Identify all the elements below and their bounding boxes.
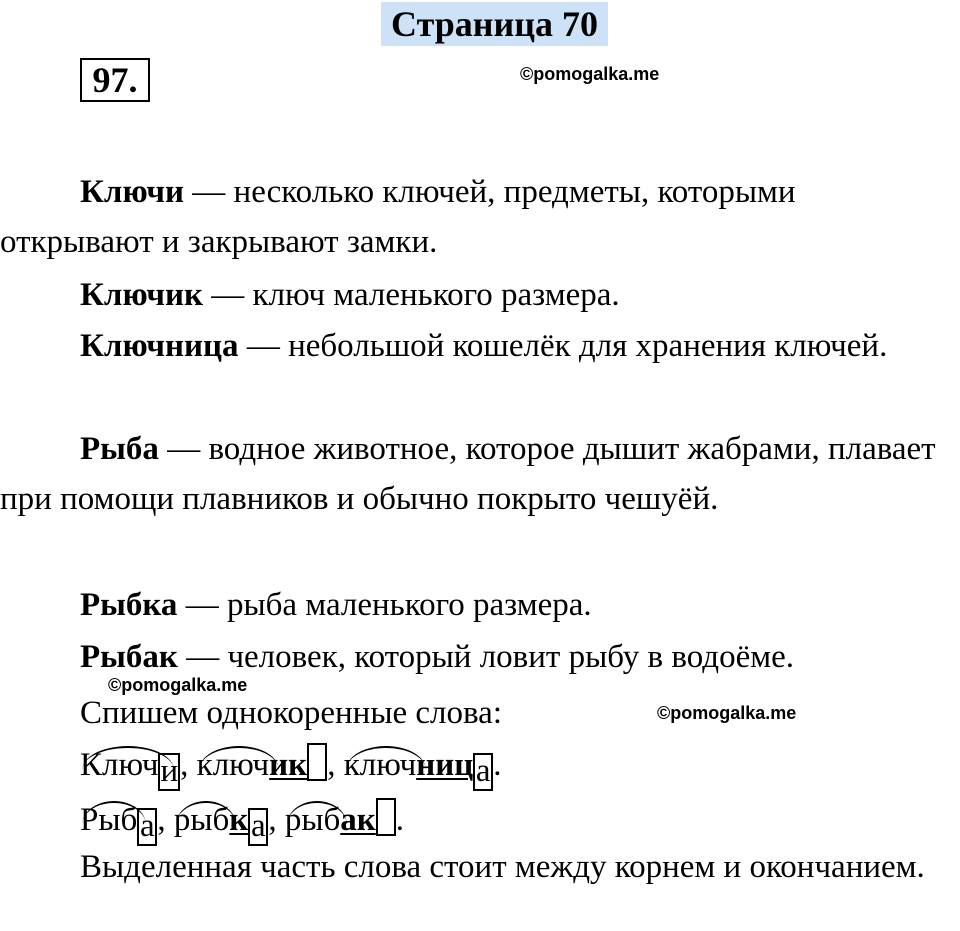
word-suffix: ниц xyxy=(416,747,474,783)
watermark-middle-right: ©pomogalka.me xyxy=(657,703,797,723)
word-suffix: ик xyxy=(269,747,308,783)
separator: , xyxy=(157,802,166,838)
word-root: рыб xyxy=(284,802,341,838)
word-ending-box xyxy=(376,798,396,836)
word-rybak xyxy=(285,795,396,845)
definition-term: Рыбак xyxy=(80,639,178,675)
definition-term: Ключи xyxy=(80,174,185,210)
separator: , xyxy=(180,747,189,783)
definition-text: — несколько ключей, предметы, которыми открывают и закрывают замки. xyxy=(0,174,796,260)
definition-text: — человек, который ловит рыбу в водоёме. xyxy=(177,639,794,675)
definition-kluchnica xyxy=(0,321,940,371)
word-ending-box: а xyxy=(248,808,268,846)
separator: , xyxy=(327,747,336,783)
definition-text: — водное животное, которое дышит жабрами, плавает при помощи плавников и обычно покрыто чешуёй. xyxy=(0,431,936,517)
word-ending-box: а xyxy=(473,753,493,791)
word-row-kluch xyxy=(80,740,501,791)
definition-text: — рыба маленького размера. xyxy=(177,587,592,623)
conclusion: Выделенная часть слова стоит между корнем и окончанием. xyxy=(80,849,925,885)
word-kluchnica xyxy=(344,740,494,791)
definition-text: — небольшой кошелёк для хранения ключей. xyxy=(238,328,888,364)
word-ending-box: и xyxy=(160,753,179,789)
instruction: Спишем однокоренные слова: xyxy=(80,695,502,731)
definition-kluchi xyxy=(0,167,940,267)
word-root: Ключ xyxy=(80,747,159,783)
word-root: ключ xyxy=(196,747,270,783)
definition-kluchik xyxy=(0,270,940,320)
word-rybka xyxy=(174,795,268,846)
word-ending-box: а xyxy=(137,808,157,846)
separator: . xyxy=(395,802,405,838)
definition-ryba xyxy=(0,424,940,524)
watermark-top: ©pomogalka.me xyxy=(520,64,660,84)
definition-term: Рыба xyxy=(80,431,159,467)
word-root: Рыб xyxy=(80,802,138,838)
definition-rybka xyxy=(0,580,940,630)
separator: , xyxy=(268,802,277,838)
task-number: 97. xyxy=(80,58,150,102)
definition-text: — ключ маленького размера. xyxy=(203,277,620,313)
word-kluchik xyxy=(197,740,328,790)
word-row-ryb xyxy=(80,795,404,846)
separator: . xyxy=(493,747,502,783)
word-root: ключ xyxy=(343,747,417,783)
word-root: рыб xyxy=(173,802,230,838)
watermark-middle-left: ©pomogalka.me xyxy=(108,675,248,695)
word-ryba xyxy=(80,795,157,846)
definition-term: Ключик xyxy=(80,277,204,313)
definition-term: Рыбка xyxy=(80,587,178,623)
word-ending-box xyxy=(307,743,327,781)
word-kluchi xyxy=(80,740,180,791)
word-suffix: ак xyxy=(340,802,376,838)
page-title: Страница 70 xyxy=(381,2,608,46)
word-suffix: к xyxy=(229,802,249,838)
definition-term: Ключница xyxy=(80,328,239,364)
